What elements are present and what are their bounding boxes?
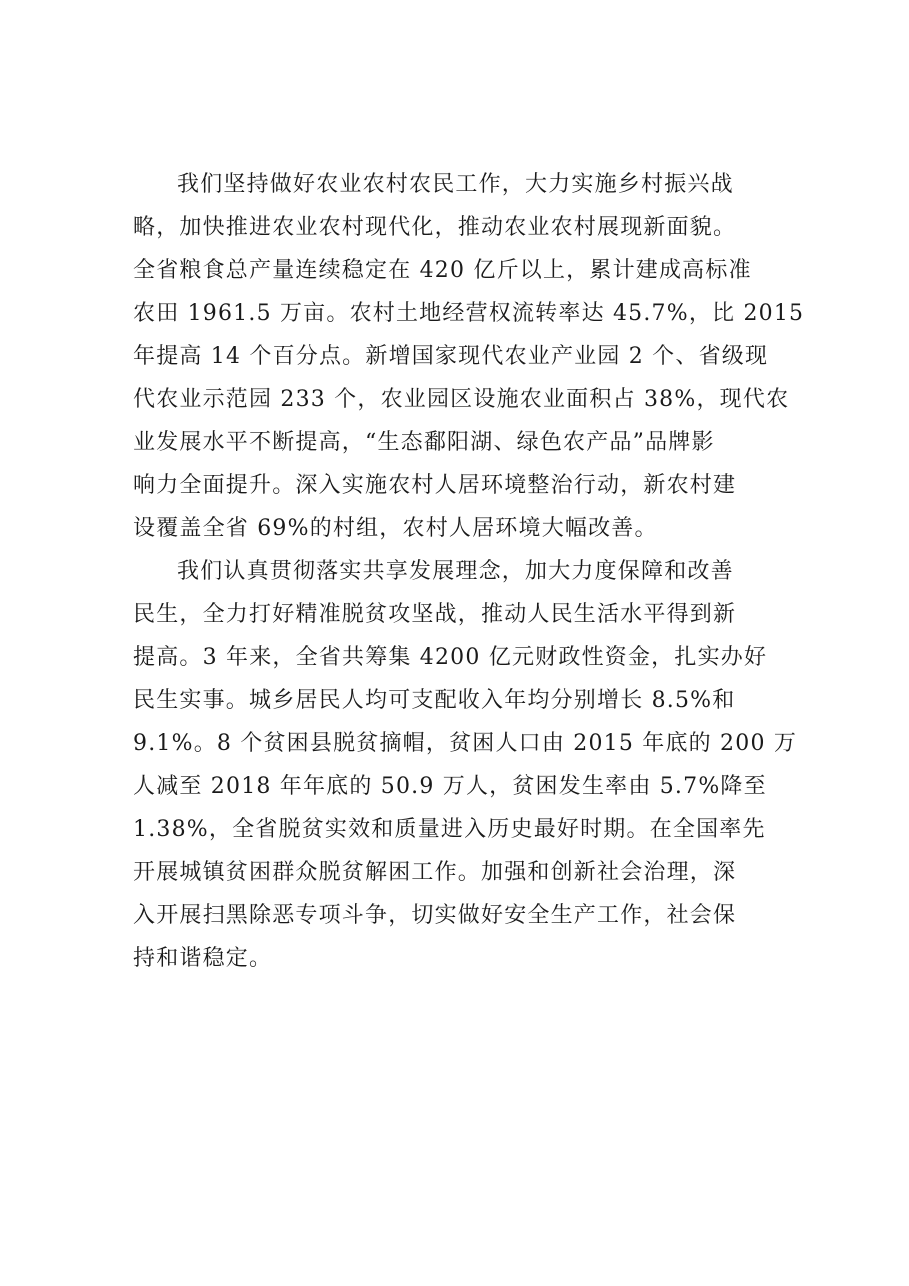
paragraph-1-line-4: 农田 1961.5 万亩。农村土地经营权流转率达 45.7%，比 2015 xyxy=(133,301,805,326)
paragraph-2-line-2: 民生，全力打好精准脱贫攻坚战，推动人民生活水平得到新 xyxy=(133,602,737,627)
paragraph-2-line-7: 1.38%，全省脱贫实效和质量进入历史最好时期。在全国率先 xyxy=(133,817,766,842)
paragraph-2-line-8: 开展城镇贫困群众脱贫解困工作。加强和创新社会治理，深 xyxy=(133,860,737,885)
paragraph-1-line-5: 年提高 14 个百分点。新增国家现代农业产业园 2 个、省级现 xyxy=(133,344,769,369)
paragraph-1-line-9: 设覆盖全省 69%的村组，农村人居环境大幅改善。 xyxy=(133,516,658,541)
paragraph-1-line-7: 业发展水平不断提高，“生态鄱阳湖、绿色农产品”品牌影 xyxy=(133,430,715,455)
paragraph-2-line-5: 9.1%。8 个贫困县脱贫摘帽，贫困人口由 2015 年底的 200 万 xyxy=(133,731,798,756)
paragraph-1-line-6: 代农业示范园 233 个，农业园区设施农业面积占 38%，现代农 xyxy=(133,387,790,412)
paragraph-2-line-9: 入开展扫黑除恶专项斗争，切实做好安全生产工作，社会保 xyxy=(133,903,737,928)
paragraph-2-line-4: 民生实事。城乡居民人均可支配收入年均分别增长 8.5%和 xyxy=(133,688,736,713)
paragraph-1-line-3: 全省粮食总产量连续稳定在 420 亿斤以上，累计建成高标准 xyxy=(133,258,752,283)
paragraph-2-line-10: 持和谐稳定。 xyxy=(133,946,273,971)
paragraph-1-line-8: 响力全面提升。深入实施农村人居环境整治行动，新农村建 xyxy=(133,473,737,498)
paragraph-2-line-3: 提高。3 年来，全省共筹集 4200 亿元财政性资金，扎实办好 xyxy=(133,645,768,670)
paragraph-1-line-1: 我们坚持做好农业农村农民工作，大力实施乡村振兴战 xyxy=(177,172,734,197)
paragraph-2-line-6: 人减至 2018 年年底的 50.9 万人，贫困发生率由 5.7%降至 xyxy=(133,774,767,799)
paragraph-1-line-2: 略，加快推进农业农村现代化，推动农业农村展现新面貌。 xyxy=(133,215,737,240)
paragraph-2-line-1: 我们认真贯彻落实共享发展理念，加大力度保障和改善 xyxy=(177,559,734,584)
